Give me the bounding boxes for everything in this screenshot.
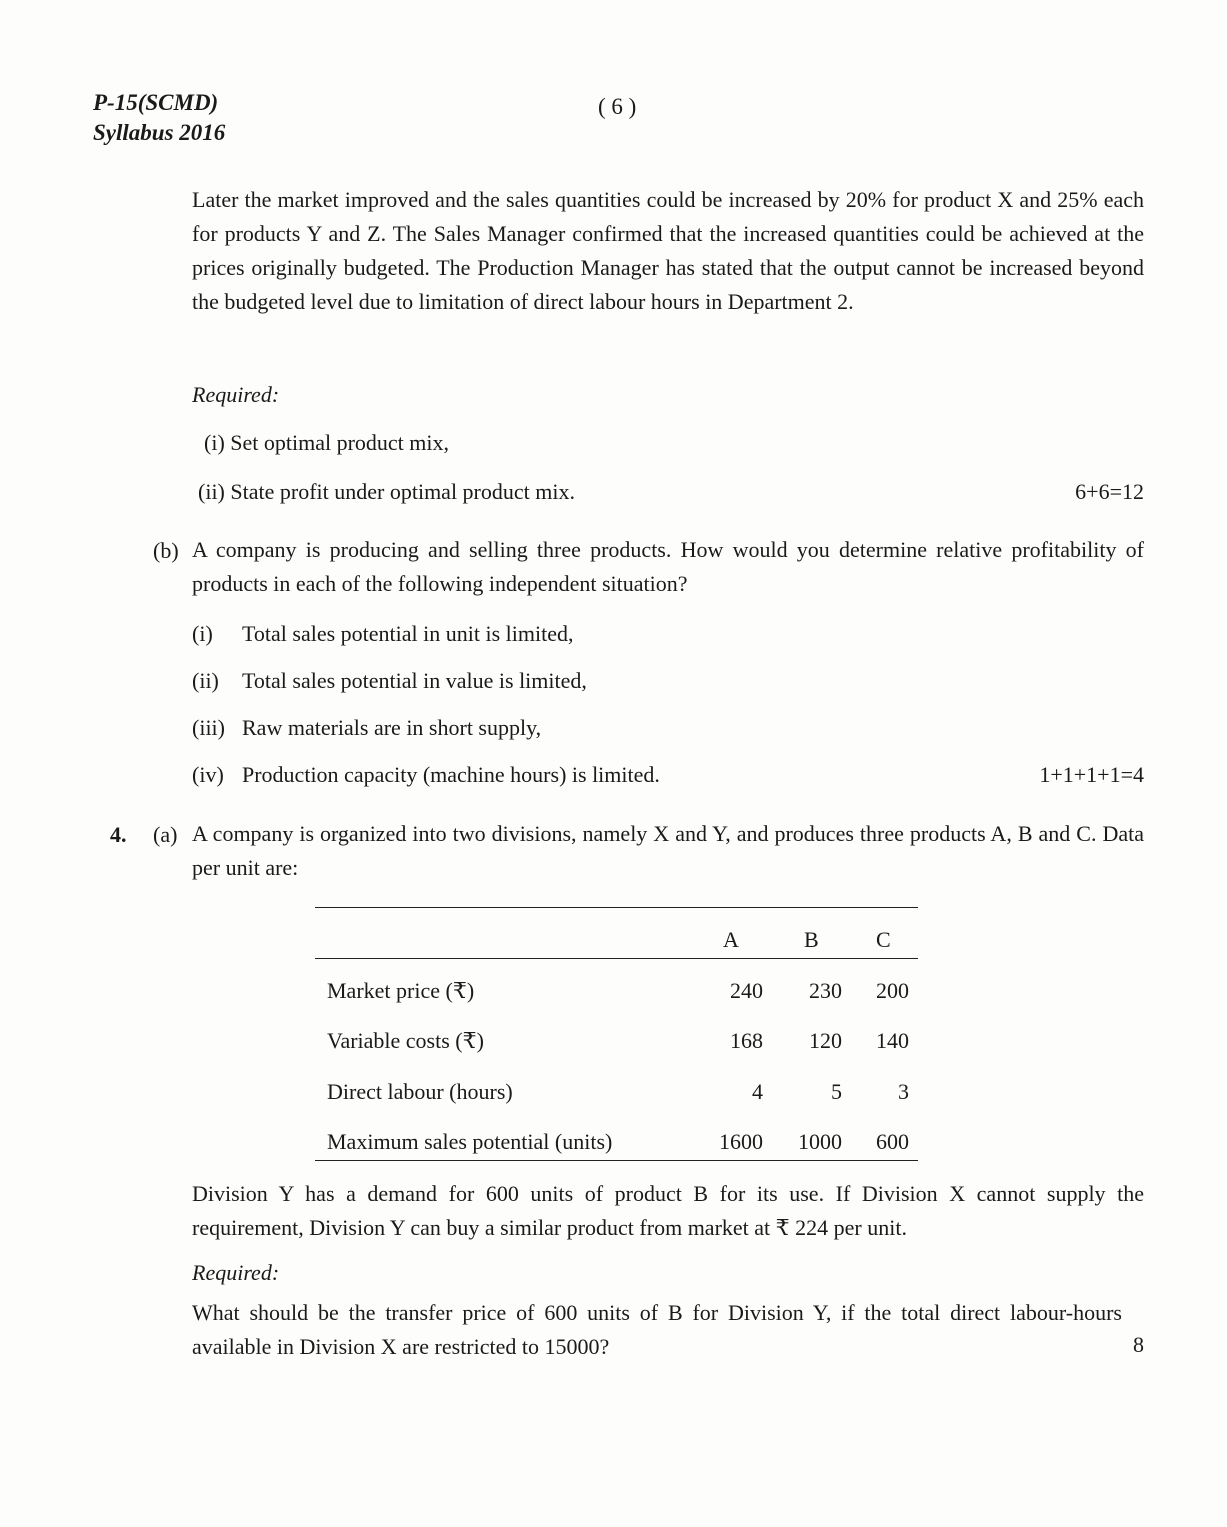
item-number: (iv) [192, 762, 224, 787]
cell-a: 168 [730, 1028, 763, 1053]
part-b-item-2 [192, 666, 587, 696]
marks-required-1: 6+6=12 [1075, 479, 1144, 504]
cell-c: 600 [876, 1129, 909, 1154]
column-header-a: A [723, 927, 739, 952]
item-text: State profit under optimal product mix. [230, 479, 575, 504]
item-number: (i) [204, 430, 225, 455]
question-4-text: A company is organized into two divisions, namely X and Y, and produces three products A, B and C. Data per unit are: [192, 821, 1144, 880]
intro-paragraph: Later the market improved and the sales quantities could be increased by 20% for product X and 25% each for products Y and Z. The Sales Manager confirmed that the increased quantities could be achieved at the prices originally budgeted. The Production Manager has stated that the output cannot be increased beyond the budgeted level due to limitation of direct labour hours in Department 2. [192, 187, 1144, 314]
row-label: Variable costs (₹) [327, 1028, 484, 1053]
item-number: (ii) [192, 668, 219, 693]
item-text: Production capacity (machine hours) is limited. [242, 762, 660, 787]
item-text: Raw materials are in short supply, [242, 715, 542, 740]
required-question: What should be the transfer price of 600 units of B for Division Y, if the total direct labour-hours available in Division X are restricted to 15000? [192, 1300, 1122, 1359]
cell-a: 240 [730, 978, 763, 1003]
part-b-label: (b) [153, 538, 179, 563]
item-text: Total sales potential in unit is limited, [242, 621, 574, 646]
item-text: Set optimal product mix, [230, 430, 450, 455]
marks-question-4: 8 [1133, 1332, 1144, 1357]
cell-a: 4 [752, 1079, 763, 1104]
cell-c: 200 [876, 978, 909, 1003]
required-item-1 [204, 428, 449, 458]
table-bottom-rule [315, 1160, 918, 1161]
row-label: Maximum sales potential (units) [327, 1129, 613, 1154]
syllabus-label: Syllabus 2016 [93, 120, 226, 145]
paper-header [93, 88, 225, 148]
item-number: (ii) [198, 479, 225, 504]
page-number: ( 6 ) [598, 94, 637, 119]
table-top-rule [315, 907, 918, 908]
item-number: (i) [192, 621, 213, 646]
row-label: Direct labour (hours) [327, 1079, 513, 1104]
cell-b: 120 [809, 1028, 842, 1053]
part-b-item-1 [192, 619, 573, 649]
part-a-label: (a) [153, 822, 178, 847]
cell-b: 1000 [798, 1129, 842, 1154]
cell-a: 1600 [719, 1129, 763, 1154]
cell-c: 3 [898, 1079, 909, 1104]
part-b-item-3 [192, 713, 541, 743]
paper-code: P-15(SCMD) [93, 90, 219, 115]
part-b-item-4 [192, 760, 660, 790]
question-number: 4. [110, 822, 127, 847]
item-number: (iii) [192, 715, 225, 740]
marks-part-b: 1+1+1+1=4 [1039, 762, 1144, 787]
cell-c: 140 [876, 1028, 909, 1053]
item-text: Total sales potential in value is limited, [242, 668, 587, 693]
part-b-question: A company is producing and selling three products. How would you determine relative profitability of products in each of the following independent situation? [192, 537, 1144, 596]
after-table-paragraph: Division Y has a demand for 600 units of product B for its use. If Division X cannot supply the requirement, Division Y can buy a similar product from market at ₹ 224 per unit. [192, 1181, 1144, 1240]
required-label-1: Required: [192, 382, 280, 407]
table-header-rule [315, 958, 918, 959]
column-header-b: B [804, 927, 819, 952]
row-label: Market price (₹) [327, 978, 475, 1003]
required-item-2 [198, 477, 575, 507]
cell-b: 5 [831, 1079, 842, 1104]
required-label-2: Required: [192, 1260, 280, 1285]
column-header-c: C [876, 927, 891, 952]
cell-b: 230 [809, 978, 842, 1003]
